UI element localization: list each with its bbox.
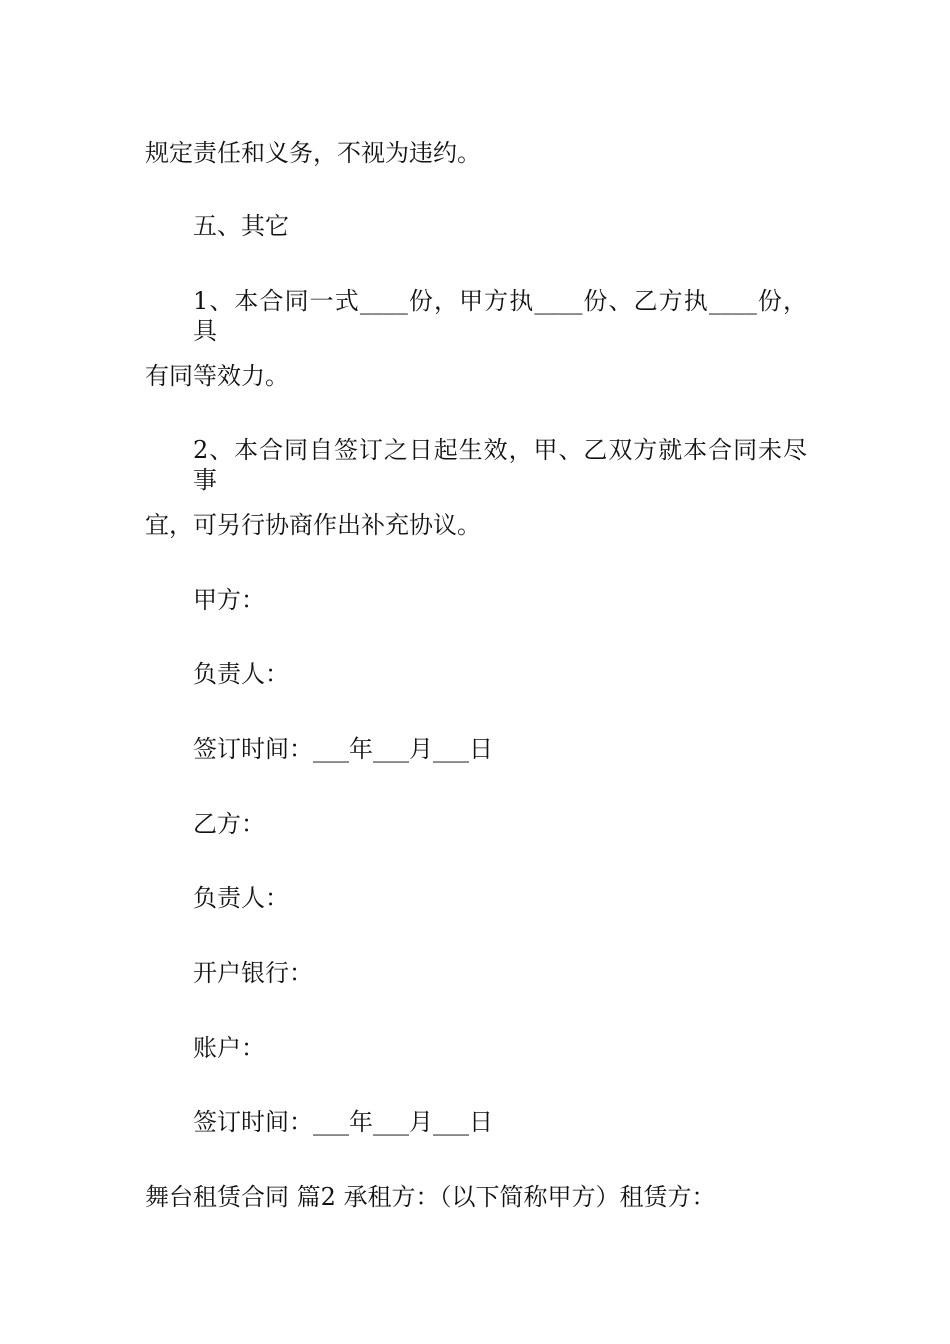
party-b-sign-date: 签订时间：___年___月___日 <box>193 1108 493 1136</box>
clause-2-line-1: 2、本合同自签订之日起生效，甲、乙双方就本合同未尽事 <box>193 436 807 494</box>
party-a-sign-date: 签订时间：___年___月___日 <box>193 735 493 763</box>
party-a-representative-label: 负责人： <box>193 660 289 688</box>
party-b-representative-label: 负责人： <box>193 884 289 912</box>
party-b-label: 乙方： <box>193 810 265 838</box>
party-b-account-label: 账户： <box>193 1034 265 1062</box>
clause-2-line-2: 宜，可另行协商作出补充协议。 <box>145 511 481 539</box>
party-b-bank-label: 开户银行： <box>193 959 313 987</box>
next-contract-heading: 舞台租赁合同 篇2 承租方：（以下简称甲方）租赁方： <box>145 1183 716 1211</box>
section-heading-other: 五、其它 <box>193 212 289 240</box>
clause-1-line-1: 1、本合同一式____份，甲方执____份、乙方执____份，具 <box>193 287 807 345</box>
text-line-1: 规定责任和义务，不视为违约。 <box>145 139 481 167</box>
party-a-label: 甲方： <box>193 586 265 614</box>
clause-1-line-2: 有同等效力。 <box>145 362 289 390</box>
